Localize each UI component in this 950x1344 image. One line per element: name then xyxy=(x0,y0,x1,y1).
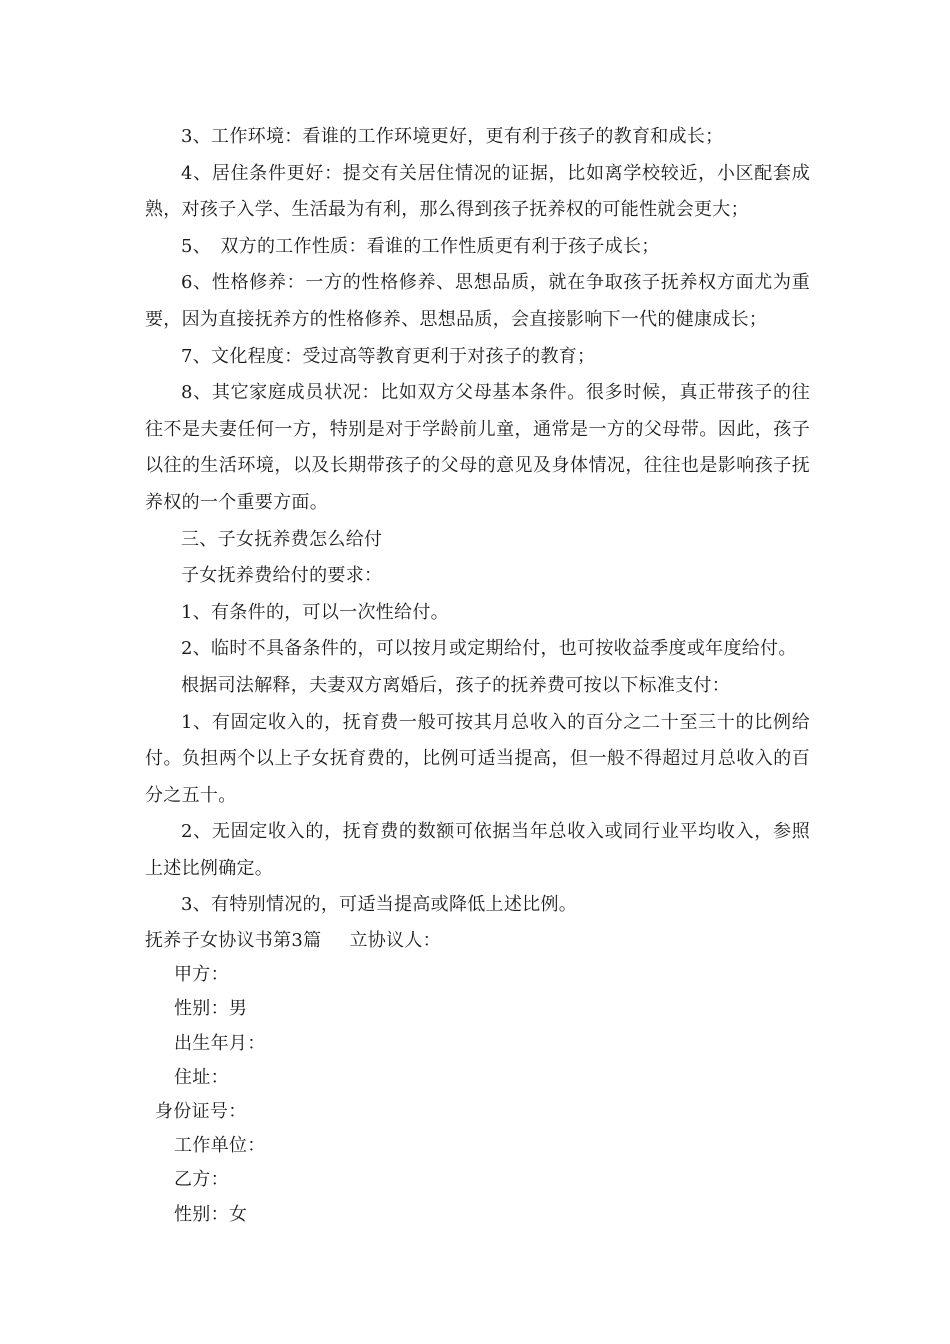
paragraph-character: 6、性格修养：一方的性格修养、思想品质，就在争取孩子抚养权方面尤为重要，因为直接抚养方的性格修养、思想品质，会直接影响下一代的健康成长； xyxy=(145,272,810,330)
paragraph-periodic-payment: 2、临时不具备条件的，可以按月或定期给付，也可按收益季度或年度给付。 xyxy=(181,638,797,660)
document-body xyxy=(145,119,810,1232)
paragraph-living-conditions: 4、居住条件更好：提交有关居住情况的证据，比如离学校较近，小区配套成熟，对孩子入学、生活最为有利，那么得到孩子抚养权的可能性就会更大； xyxy=(145,162,810,221)
field-id-number: 身份证号： xyxy=(155,1101,247,1123)
paragraph-work-nature: 5、 双方的工作性质：看谁的工作性质更有利于孩子成长； xyxy=(181,235,660,257)
field-party-b: 乙方： xyxy=(174,1169,229,1191)
agreement-heading xyxy=(145,924,810,958)
paragraph-special-circumstances: 3、有特别情况的，可适当提高或降低上述比例。 xyxy=(181,894,578,916)
paragraph-judicial-interpretation: 根据司法解释，夫妻双方离婚后，孩子的抚养费可按以下标准支付： xyxy=(181,674,730,696)
paragraph-family-members: 8、其它家庭成员状况：比如双方父母基本条件。很多时候，真正带孩子的往往不是夫妻任何一方，特别是对于学龄前儿童，通常是一方的父母带。因此，孩子以往的生活环境，以及长期带孩子的父母的意见及身体情况，往往也是影响孩子抚养权的一个重要方面。 xyxy=(145,382,810,513)
section-heading-child-support: 三、子女抚养费怎么给付 xyxy=(181,528,383,550)
agreement-title: 抚养子女协议书第3篇 xyxy=(145,930,322,952)
paragraph-fixed-income: 1、有固定收入的，抚育费一般可按其月总收入的百分之二十至三十的比例给付。负担两个以上子女抚育费的，比例可适当提高，但一般不得超过月总收入的百分之五十。 xyxy=(145,711,810,806)
field-birth-date: 出生年月： xyxy=(174,1032,266,1054)
field-workplace: 工作单位： xyxy=(174,1135,266,1157)
paragraph-support-requirements: 子女抚养费给付的要求： xyxy=(181,565,383,587)
paragraph-no-fixed-income: 2、无固定收入的，抚育费的数额可依据当年总收入或同行业平均收入，参照上述比例确定。 xyxy=(145,821,810,879)
agreement-parties-label: 立协议人： xyxy=(349,930,441,952)
paragraph-lump-sum: 1、有条件的，可以一次性给付。 xyxy=(181,601,449,623)
field-address: 住址： xyxy=(174,1066,229,1088)
field-gender-a: 性别：男 xyxy=(174,998,248,1020)
paragraph-education-level: 7、文化程度：受过高等教育更利于对孩子的教育； xyxy=(181,345,596,367)
field-gender-b: 性别：女 xyxy=(174,1203,248,1225)
paragraph-work-environment: 3、工作环境：看谁的工作环境更好，更有利于孩子的教育和成长； xyxy=(181,126,724,147)
field-party-a: 甲方： xyxy=(174,964,229,986)
